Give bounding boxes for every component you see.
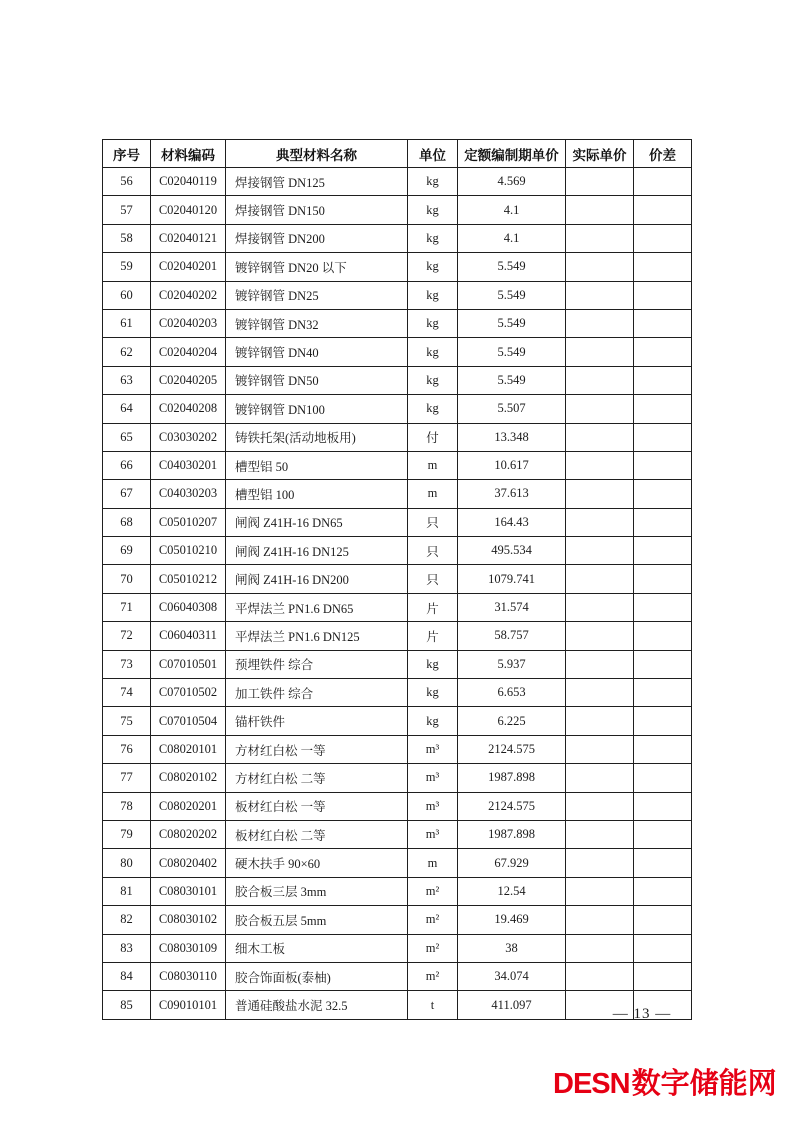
serial-number-cell: 78 [103, 792, 151, 820]
header-quota-period-unit-price: 定额编制期单价 [458, 140, 566, 168]
quota-period-unit-price-cell: 5.549 [458, 253, 566, 281]
unit-cell: m³ [408, 764, 458, 792]
material-code-cell: C08020201 [151, 792, 226, 820]
actual-unit-price-cell [566, 650, 634, 678]
table-row [103, 877, 692, 905]
unit-cell: kg [408, 309, 458, 337]
price-difference-cell [634, 650, 692, 678]
material-name-cell: 槽型铝 100 [226, 480, 408, 508]
serial-number-cell: 60 [103, 281, 151, 309]
material-code-cell: C02040120 [151, 196, 226, 224]
material-name-cell: 板材红白松 二等 [226, 820, 408, 848]
actual-unit-price-cell [566, 622, 634, 650]
unit-cell: kg [408, 281, 458, 309]
actual-unit-price-cell [566, 735, 634, 763]
unit-cell: m [408, 451, 458, 479]
material-code-cell: C02040201 [151, 253, 226, 281]
material-name-cell: 闸阀 Z41H-16 DN200 [226, 565, 408, 593]
material-code-cell: C02040203 [151, 309, 226, 337]
table-row [103, 735, 692, 763]
serial-number-cell: 85 [103, 991, 151, 1019]
material-name-cell: 硬木扶手 90×60 [226, 849, 408, 877]
table-row [103, 423, 692, 451]
price-difference-cell [634, 679, 692, 707]
material-name-cell: 普通硅酸盐水泥 32.5 [226, 991, 408, 1019]
material-code-cell: C07010504 [151, 707, 226, 735]
header-material-name: 典型材料名称 [226, 140, 408, 168]
material-code-cell: C06040308 [151, 593, 226, 621]
actual-unit-price-cell [566, 707, 634, 735]
price-difference-cell [634, 934, 692, 962]
actual-unit-price-cell [566, 253, 634, 281]
price-difference-cell [634, 196, 692, 224]
serial-number-cell: 77 [103, 764, 151, 792]
price-difference-cell [634, 451, 692, 479]
material-code-cell: C02040202 [151, 281, 226, 309]
table-row [103, 309, 692, 337]
serial-number-cell: 83 [103, 934, 151, 962]
actual-unit-price-cell [566, 480, 634, 508]
page-number: — 13 — [612, 1006, 672, 1022]
unit-cell: m³ [408, 820, 458, 848]
material-code-cell: C02040205 [151, 366, 226, 394]
unit-cell: kg [408, 650, 458, 678]
price-difference-cell [634, 281, 692, 309]
actual-unit-price-cell [566, 338, 634, 366]
material-code-cell: C02040208 [151, 395, 226, 423]
material-name-cell: 方材红白松 二等 [226, 764, 408, 792]
serial-number-cell: 74 [103, 679, 151, 707]
brand-latin-text: DESN [553, 1068, 630, 1100]
material-code-cell: C08020402 [151, 849, 226, 877]
serial-number-cell: 75 [103, 707, 151, 735]
quota-period-unit-price-cell: 5.549 [458, 309, 566, 337]
table-row [103, 849, 692, 877]
quota-period-unit-price-cell: 1987.898 [458, 764, 566, 792]
quota-period-unit-price-cell: 1079.741 [458, 565, 566, 593]
serial-number-cell: 66 [103, 451, 151, 479]
actual-unit-price-cell [566, 366, 634, 394]
price-difference-cell [634, 423, 692, 451]
price-difference-cell [634, 764, 692, 792]
material-name-cell: 胶合板三层 3mm [226, 877, 408, 905]
unit-cell: kg [408, 707, 458, 735]
table-row [103, 934, 692, 962]
quota-period-unit-price-cell: 411.097 [458, 991, 566, 1019]
unit-cell: m³ [408, 792, 458, 820]
table-row [103, 480, 692, 508]
quota-period-unit-price-cell: 67.929 [458, 849, 566, 877]
price-difference-cell [634, 593, 692, 621]
unit-cell: kg [408, 168, 458, 196]
table-row [103, 962, 692, 990]
unit-cell: t [408, 991, 458, 1019]
table-row [103, 537, 692, 565]
table-row [103, 196, 692, 224]
material-code-cell: C08030101 [151, 877, 226, 905]
material-name-cell: 板材红白松 一等 [226, 792, 408, 820]
material-code-cell: C05010210 [151, 537, 226, 565]
price-difference-cell [634, 906, 692, 934]
price-difference-cell [634, 622, 692, 650]
brand-watermark [553, 1068, 777, 1100]
quota-period-unit-price-cell: 38 [458, 934, 566, 962]
serial-number-cell: 76 [103, 735, 151, 763]
header-material-code: 材料编码 [151, 140, 226, 168]
material-name-cell: 槽型铝 50 [226, 451, 408, 479]
actual-unit-price-cell [566, 281, 634, 309]
material-code-cell: C04030201 [151, 451, 226, 479]
serial-number-cell: 73 [103, 650, 151, 678]
quota-period-unit-price-cell: 164.43 [458, 508, 566, 536]
table-row [103, 906, 692, 934]
material-name-cell: 焊接钢管 DN150 [226, 196, 408, 224]
quota-period-unit-price-cell: 58.757 [458, 622, 566, 650]
price-difference-cell [634, 962, 692, 990]
table-row [103, 650, 692, 678]
material-name-cell: 平焊法兰 PN1.6 DN125 [226, 622, 408, 650]
price-difference-cell [634, 395, 692, 423]
quota-period-unit-price-cell: 5.507 [458, 395, 566, 423]
material-name-cell: 预埋铁件 综合 [226, 650, 408, 678]
unit-cell: kg [408, 679, 458, 707]
table-row [103, 820, 692, 848]
table-row [103, 253, 692, 281]
material-name-cell: 加工铁件 综合 [226, 679, 408, 707]
actual-unit-price-cell [566, 792, 634, 820]
serial-number-cell: 71 [103, 593, 151, 621]
material-code-cell: C02040121 [151, 224, 226, 252]
quota-period-unit-price-cell: 6.225 [458, 707, 566, 735]
table-row [103, 451, 692, 479]
header-price-difference: 价差 [634, 140, 692, 168]
material-code-cell: C09010101 [151, 991, 226, 1019]
unit-cell: kg [408, 224, 458, 252]
actual-unit-price-cell [566, 168, 634, 196]
actual-unit-price-cell [566, 508, 634, 536]
actual-unit-price-cell [566, 451, 634, 479]
material-name-cell: 镀锌钢管 DN100 [226, 395, 408, 423]
price-difference-cell [634, 224, 692, 252]
table-row [103, 593, 692, 621]
quota-period-unit-price-cell: 4.1 [458, 196, 566, 224]
price-difference-cell [634, 253, 692, 281]
price-difference-cell [634, 168, 692, 196]
serial-number-cell: 65 [103, 423, 151, 451]
header-serial-number: 序号 [103, 140, 151, 168]
quota-period-unit-price-cell: 5.937 [458, 650, 566, 678]
actual-unit-price-cell [566, 537, 634, 565]
materials-price-table [102, 139, 692, 1020]
material-name-cell: 镀锌钢管 DN20 以下 [226, 253, 408, 281]
material-name-cell: 闸阀 Z41H-16 DN125 [226, 537, 408, 565]
unit-cell: kg [408, 366, 458, 394]
material-name-cell: 闸阀 Z41H-16 DN65 [226, 508, 408, 536]
serial-number-cell: 58 [103, 224, 151, 252]
material-name-cell: 焊接钢管 DN125 [226, 168, 408, 196]
price-difference-cell [634, 565, 692, 593]
material-code-cell: C08020202 [151, 820, 226, 848]
actual-unit-price-cell [566, 820, 634, 848]
actual-unit-price-cell [566, 224, 634, 252]
serial-number-cell: 61 [103, 309, 151, 337]
unit-cell: m² [408, 877, 458, 905]
serial-number-cell: 67 [103, 480, 151, 508]
material-code-cell: C08030102 [151, 906, 226, 934]
table-row [103, 565, 692, 593]
quota-period-unit-price-cell: 5.549 [458, 366, 566, 394]
serial-number-cell: 72 [103, 622, 151, 650]
material-code-cell: C05010212 [151, 565, 226, 593]
material-name-cell: 镀锌钢管 DN40 [226, 338, 408, 366]
serial-number-cell: 69 [103, 537, 151, 565]
material-name-cell: 胶合饰面板(泰柚) [226, 962, 408, 990]
actual-unit-price-cell [566, 849, 634, 877]
material-name-cell: 镀锌钢管 DN32 [226, 309, 408, 337]
material-name-cell: 焊接钢管 DN200 [226, 224, 408, 252]
quota-period-unit-price-cell: 34.074 [458, 962, 566, 990]
serial-number-cell: 70 [103, 565, 151, 593]
table-row [103, 395, 692, 423]
table-row [103, 366, 692, 394]
material-code-cell: C05010207 [151, 508, 226, 536]
price-difference-cell [634, 792, 692, 820]
unit-cell: 只 [408, 508, 458, 536]
quota-period-unit-price-cell: 10.617 [458, 451, 566, 479]
actual-unit-price-cell [566, 565, 634, 593]
serial-number-cell: 82 [103, 906, 151, 934]
quota-period-unit-price-cell: 31.574 [458, 593, 566, 621]
material-code-cell: C08020101 [151, 735, 226, 763]
quota-period-unit-price-cell: 6.653 [458, 679, 566, 707]
material-code-cell: C07010501 [151, 650, 226, 678]
quota-period-unit-price-cell: 37.613 [458, 480, 566, 508]
unit-cell: m [408, 849, 458, 877]
material-code-cell: C08020102 [151, 764, 226, 792]
quota-period-unit-price-cell: 19.469 [458, 906, 566, 934]
serial-number-cell: 62 [103, 338, 151, 366]
price-difference-cell [634, 735, 692, 763]
header-actual-unit-price: 实际单价 [566, 140, 634, 168]
material-code-cell: C02040119 [151, 168, 226, 196]
table-row [103, 224, 692, 252]
serial-number-cell: 81 [103, 877, 151, 905]
material-name-cell: 锚杆铁件 [226, 707, 408, 735]
table-row [103, 679, 692, 707]
unit-cell: m² [408, 962, 458, 990]
actual-unit-price-cell [566, 309, 634, 337]
price-difference-cell [634, 366, 692, 394]
quota-period-unit-price-cell: 2124.575 [458, 792, 566, 820]
unit-cell: kg [408, 395, 458, 423]
unit-cell: 片 [408, 593, 458, 621]
unit-cell: kg [408, 253, 458, 281]
brand-cjk-text: 数字储能网 [631, 1068, 777, 1100]
price-difference-cell [634, 537, 692, 565]
price-difference-cell [634, 849, 692, 877]
table-row [103, 764, 692, 792]
table-row [103, 338, 692, 366]
materials-table-body [103, 168, 692, 1020]
price-difference-cell [634, 707, 692, 735]
serial-number-cell: 63 [103, 366, 151, 394]
quota-period-unit-price-cell: 1987.898 [458, 820, 566, 848]
unit-cell: m² [408, 934, 458, 962]
serial-number-cell: 79 [103, 820, 151, 848]
material-code-cell: C03030202 [151, 423, 226, 451]
material-name-cell: 镀锌钢管 DN25 [226, 281, 408, 309]
unit-cell: 只 [408, 537, 458, 565]
unit-cell: kg [408, 338, 458, 366]
table-row [103, 281, 692, 309]
quota-period-unit-price-cell: 2124.575 [458, 735, 566, 763]
table-header-row [103, 140, 692, 168]
quota-period-unit-price-cell: 495.534 [458, 537, 566, 565]
quota-period-unit-price-cell: 12.54 [458, 877, 566, 905]
quota-period-unit-price-cell: 13.348 [458, 423, 566, 451]
unit-cell: 付 [408, 423, 458, 451]
material-name-cell: 细木工板 [226, 934, 408, 962]
table-row [103, 168, 692, 196]
actual-unit-price-cell [566, 906, 634, 934]
serial-number-cell: 56 [103, 168, 151, 196]
unit-cell: m³ [408, 735, 458, 763]
actual-unit-price-cell [566, 962, 634, 990]
actual-unit-price-cell [566, 395, 634, 423]
unit-cell: 片 [408, 622, 458, 650]
material-code-cell: C07010502 [151, 679, 226, 707]
material-name-cell: 镀锌钢管 DN50 [226, 366, 408, 394]
serial-number-cell: 64 [103, 395, 151, 423]
price-difference-cell [634, 480, 692, 508]
quota-period-unit-price-cell: 4.1 [458, 224, 566, 252]
actual-unit-price-cell [566, 593, 634, 621]
actual-unit-price-cell [566, 679, 634, 707]
table-row [103, 707, 692, 735]
table-row [103, 792, 692, 820]
quota-period-unit-price-cell: 5.549 [458, 281, 566, 309]
material-code-cell: C06040311 [151, 622, 226, 650]
material-name-cell: 胶合板五层 5mm [226, 906, 408, 934]
price-difference-cell [634, 877, 692, 905]
material-name-cell: 方材红白松 一等 [226, 735, 408, 763]
quota-period-unit-price-cell: 4.569 [458, 168, 566, 196]
serial-number-cell: 59 [103, 253, 151, 281]
actual-unit-price-cell [566, 764, 634, 792]
serial-number-cell: 68 [103, 508, 151, 536]
price-difference-cell [634, 309, 692, 337]
actual-unit-price-cell [566, 196, 634, 224]
price-difference-cell [634, 338, 692, 366]
header-unit: 单位 [408, 140, 458, 168]
material-code-cell: C08030110 [151, 962, 226, 990]
material-code-cell: C02040204 [151, 338, 226, 366]
unit-cell: m² [408, 906, 458, 934]
actual-unit-price-cell [566, 877, 634, 905]
table-row [103, 622, 692, 650]
table-row [103, 508, 692, 536]
unit-cell: m [408, 480, 458, 508]
unit-cell: 只 [408, 565, 458, 593]
material-code-cell: C04030203 [151, 480, 226, 508]
material-name-cell: 平焊法兰 PN1.6 DN65 [226, 593, 408, 621]
material-code-cell: C08030109 [151, 934, 226, 962]
serial-number-cell: 57 [103, 196, 151, 224]
actual-unit-price-cell [566, 423, 634, 451]
actual-unit-price-cell [566, 934, 634, 962]
material-name-cell: 铸铁托架(活动地板用) [226, 423, 408, 451]
price-difference-cell [634, 820, 692, 848]
price-difference-cell [634, 508, 692, 536]
serial-number-cell: 84 [103, 962, 151, 990]
serial-number-cell: 80 [103, 849, 151, 877]
quota-period-unit-price-cell: 5.549 [458, 338, 566, 366]
table-row [103, 991, 692, 1019]
unit-cell: kg [408, 196, 458, 224]
